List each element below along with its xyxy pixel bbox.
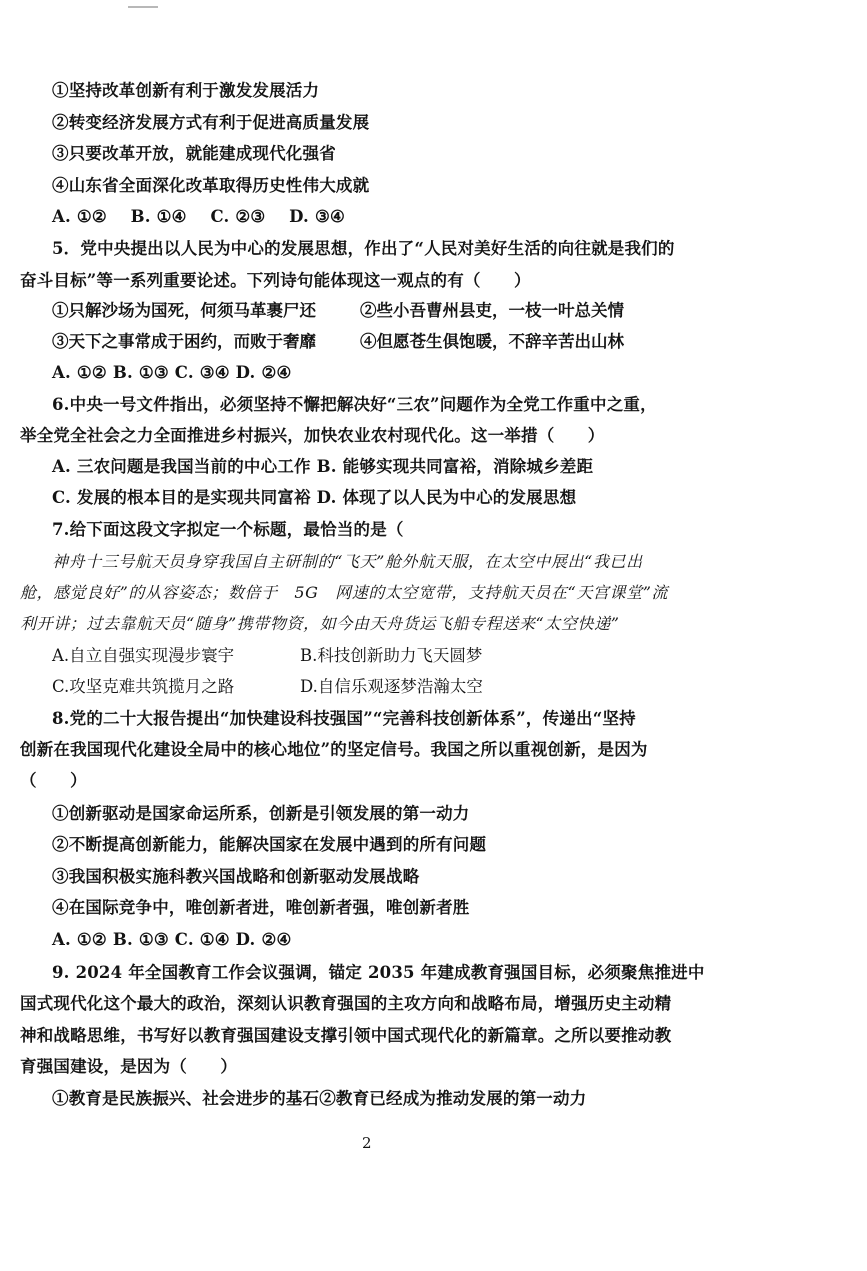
q7-passage-line-3: 利开讲；过去靠航天员“随身”携带物资，如今由天舟货运飞船专程送来“太空快递”: [20, 614, 620, 633]
q7-option-c: C.攻坚克难共筑揽月之路: [52, 677, 235, 696]
q7-stem: 7.给下面这段文字拟定一个标题，最恰当的是（: [52, 520, 404, 539]
q9-stem-line-3: 神和战略思维，书写好以教育强国建设支撑引领中国式现代化的新篇章。之所以要推动教: [20, 1026, 672, 1045]
scan-artifact: [128, 6, 158, 8]
q7-passage-line-1: 神舟十三号航天员身穿我国自主研制的“飞天”舱外航天服，在太空中展出“我已出: [52, 552, 643, 571]
q9-statements: ①教育是民族振兴、社会进步的基石②教育已经成为推动发展的第一动力: [52, 1089, 587, 1108]
q5-statement-1: ①只解沙场为国死，何须马革裹尸还: [52, 301, 316, 320]
q5-options: A. ①② B. ①③ C. ③④ D. ②④: [52, 363, 292, 382]
q6-stem-line-2: 举全党全社会之力全面推进乡村振兴，加快农业农村现代化。这一举措（ ）: [20, 426, 605, 445]
q4-statement-3: ③只要改革开放，就能建成现代化强省: [52, 144, 336, 163]
q4-statement-4: ④山东省全面深化改革取得历史性伟大成就: [52, 176, 370, 195]
q4-statement-2: ②转变经济发展方式有利于促进高质量发展: [52, 113, 370, 132]
q4-options: A. ①② B. ①④ C. ②③ D. ③④: [52, 207, 345, 226]
q8-answer-blank: （ ）: [20, 771, 87, 790]
q8-stem-line-2: 创新在我国现代化建设全局中的核心地位”的坚定信号。我国之所以重视创新，是因为: [20, 740, 648, 759]
q8-stem-line-1: 8.党的二十大报告提出“加快建设科技强国”“完善科技创新体系”，传递出“坚持: [52, 709, 636, 728]
q5-statement-2: ②些小吾曹州县吏，一枝一叶总关情: [360, 301, 624, 320]
q4-statement-1: ①坚持改革创新有利于激发发展活力: [52, 81, 320, 100]
q8-statement-3: ③我国积极实施科教兴国战略和创新驱动发展战略: [52, 867, 420, 886]
q7-option-b: B.科技创新助力飞天圆梦: [300, 646, 483, 665]
page-number: 2: [362, 1134, 372, 1152]
q6-options-cd: C. 发展的根本目的是实现共同富裕 D. 体现了以人民为中心的发展思想: [52, 488, 577, 507]
q6-options-ab: A. 三农问题是我国当前的中心工作 B. 能够实现共同富裕，消除城乡差距: [52, 457, 594, 476]
q8-options: A. ①② B. ①③ C. ①④ D. ②④: [52, 930, 292, 949]
q6-stem-line-1: 6.中央一号文件指出，必须坚持不懈把解决好“三农”问题作为全党工作重中之重，: [52, 395, 657, 414]
q8-statement-4: ④在国际竞争中，唯创新者进，唯创新者强，唯创新者胜: [52, 898, 470, 917]
q7-passage-line-2: 舱，感觉良好”的从容姿态；数倍于 5G 网速的太空宽带，支持航天员在“天宫课堂”流: [20, 583, 669, 602]
q7-option-a: A.自立自强实现漫步寰宇: [52, 646, 235, 665]
q8-statement-2: ②不断提高创新能力，能解决国家在发展中遇到的所有问题: [52, 835, 487, 854]
q7-option-d: D.自信乐观逐梦浩瀚太空: [300, 677, 483, 696]
q8-statement-1: ①创新驱动是国家命运所系，创新是引领发展的第一动力: [52, 804, 470, 823]
q5-stem-line-1: 5．党中央提出以人民为中心的发展思想，作出了“人民对美好生活的向往就是我们的: [52, 239, 675, 258]
q5-statement-3: ③天下之事常成于困约，而败于奢靡: [52, 332, 316, 351]
q5-stem-line-2: 奋斗目标”等一系列重要论述。下列诗句能体现这一观点的有（ ）: [20, 271, 531, 290]
q9-stem-line-4: 育强国建设，是因为（ ）: [20, 1057, 238, 1076]
q9-stem-line-2: 国式现代化这个最大的政治，深刻认识教育强国的主攻方向和战略布局，增强历史主动精: [20, 994, 672, 1013]
q5-statement-4: ④但愿苍生俱饱暖，不辞辛苦出山林: [360, 332, 624, 351]
q9-stem-line-1: 9. 2024 年全国教育工作会议强调，锚定 2035 年建成教育强国目标，必须聚焦推进中: [52, 963, 705, 982]
